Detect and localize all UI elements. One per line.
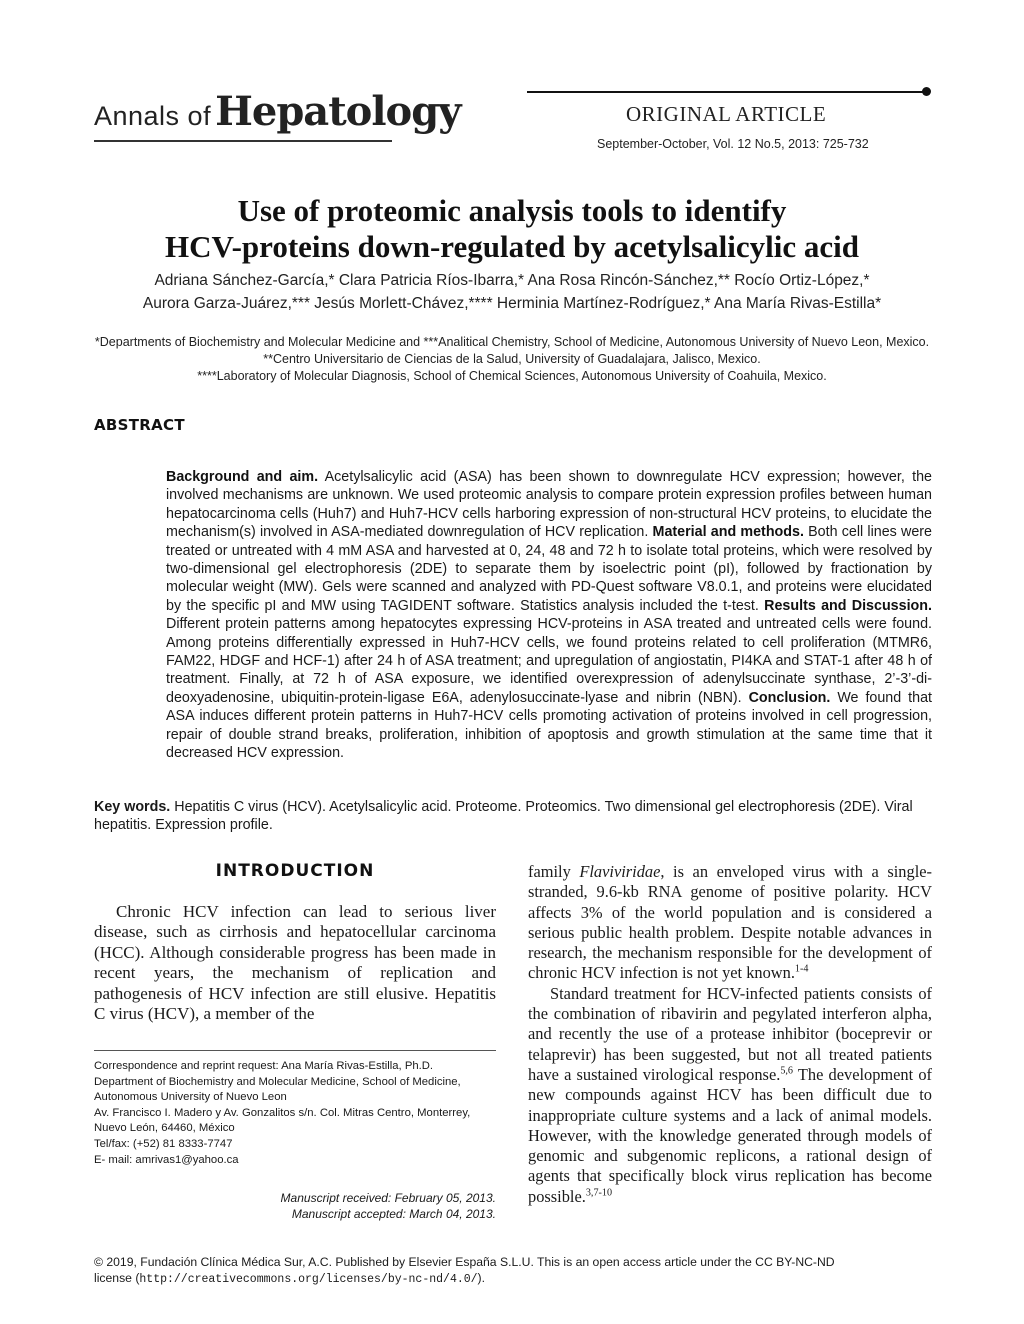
journal-name-annals: Annals of xyxy=(94,101,212,131)
author-line: Aurora Garza-Juárez,*** Jesús Morlett-Chávez,**** Herminia Martínez-Rodríguez,* Ana María Rivas-Estilla* xyxy=(142,295,882,312)
manuscript-accepted: Manuscript accepted: March 04, 2013. xyxy=(291,1207,496,1221)
license-line: © 2019, Fundación Clínica Médica Sur, A.C. Published by Elsevier España S.L.U. This is an open access article under the CC BY-NC-ND xyxy=(94,1255,835,1269)
affiliation-line: ****Laboratory of Molecular Diagnosis, School of Chemical Sciences, Autonomous University of Coahuila, Mexico. xyxy=(197,369,827,383)
abstract-text: Different protein patterns among hepatocytes expressing HCV-proteins in ASA treated and untreated cells were found. Among proteins differentially expressed in Huh7-HCV cells, we found proteins related to cell proliferation (MTMR6, FAM22, HDGF and HCF-1) after 24 h of ASA treatment; and upregulation of angiostatin, PI4KA and STAT-1 after 48 h of treatment. Finally, at 72 h of ASA exposure, we identified overexpression of adenylsuccinate synthase, 2’-3’-di-deoxyadenosine, ubiquitin-protein-ligase E6A, adenylosuccinate-lyase and nibrin (NBN). xyxy=(166,616,932,706)
correspondence-line: Av. Francisco I. Madero y Av. Gonzalitos s/n. Col. Mitras Centro, Monterrey, xyxy=(94,1106,471,1119)
abstract-heading: ABSTRACT xyxy=(94,416,185,434)
journal-name-hepatology: Hepatology xyxy=(215,88,461,135)
correspondence-line: Department of Biochemistry and Molecular Medicine, School of Medicine, xyxy=(94,1075,461,1088)
journal-logo xyxy=(94,88,460,135)
correspondence-line: Autonomous University of Nuevo Leon xyxy=(94,1091,287,1104)
article-title xyxy=(0,193,1024,265)
license-link[interactable]: http://creativecommons.org/licenses/by-nc-nd/4.0/ xyxy=(139,1273,478,1286)
correspondence-email: E- mail: amrivas1@yahoo.ca xyxy=(94,1153,239,1166)
abstract-text: Both cell lines were treated or untreated with 4 mM ASA and harvested at 0, 24, 48 and 72 h to isolate total proteins, which were resolved by two-dimensional gel electrophoresis (2DE) to separate them by isoelectric point (pI), followed by fractionation by molecular weight (MW). Gels were scanned and analyzed with PD-Quest software V8.0.1, and proteins were elucidated by the specific pI and MW using TAGIDENT software. Statistics analysis included the t-test. xyxy=(166,524,932,614)
abstract-section-label: Results and Discussion. xyxy=(764,597,932,614)
affiliations xyxy=(40,334,984,385)
author-list xyxy=(40,269,984,315)
introduction-paragraph xyxy=(528,862,932,984)
correspondence-line: Correspondence and reprint request: Ana María Rivas-Estilla, Ph.D. xyxy=(94,1060,434,1072)
affiliation-line: *Departments of Biochemistry and Molecular Medicine and ***Analitical Chemistry, School of Medicine, Autonomous University of Nuevo Leon, Mexico. xyxy=(94,335,930,349)
license-notice xyxy=(94,1254,932,1288)
abstract-text: Acetylsalicylic acid (ASA) has been shown to downregulate HCV expression; however, the involved mechanisms are unknown. We used proteomic analysis to compare protein expression profiles between human hepatocarcinoma cells (Huh7) and Huh7-HCV cells harboring expression of non-structural HCV proteins, to elucidate the mechanism(s) involved in ASA-mediated downregulation of HCV replication. xyxy=(166,469,932,541)
license-text: license ( xyxy=(94,1271,140,1285)
manuscript-dates xyxy=(94,1190,496,1222)
introduction-column-left xyxy=(94,902,496,1024)
taxon-name: Flaviviridae xyxy=(579,862,661,881)
issue-line: September-October, Vol. 12 No.5, 2013: 725-732 xyxy=(597,137,869,151)
header-rule xyxy=(527,91,925,93)
correspondence-block xyxy=(94,1059,496,1168)
article-type: ORIGINAL ARTICLE xyxy=(626,102,827,126)
introduction-heading: INTRODUCTION xyxy=(215,861,375,881)
author-line: Adriana Sánchez-García,* Clara Patricia Ríos-Ibarra,* Ana Rosa Rincón-Sánchez,** Rocío Ortiz-López,* xyxy=(154,272,870,289)
introduction-text: Standard treatment for HCV-infected patients consists of the combination of ribavirin and pegylated interferon alpha, and recently the use of a protease inhibitor (boceprevir or telaprevir) has been suggested, but not all treated patients have a sustained virological response. xyxy=(528,983,932,1084)
license-line xyxy=(94,1270,932,1288)
abstract-section-label: Conclusion. xyxy=(748,689,831,706)
introduction-text: The development of new compounds against HCV has been difficult due to inappropriate culture systems and a lack of animal models. However, with the knowledge generated through models of genomic and subgenomic replicons, a rational design of agents that specifically block virus replication has become possible. xyxy=(528,1064,932,1206)
correspondence-line: Tel/fax: (+52) 81 8333-7747 xyxy=(94,1137,233,1150)
reference-superscript: 1-4 xyxy=(794,964,809,976)
keywords-label: Key words. xyxy=(94,799,171,815)
logo-underline xyxy=(94,140,392,142)
abstract-section-label: Material and methods. xyxy=(652,524,804,541)
introduction-text: Chronic HCV infection can lead to serious liver disease, such as cirrhosis and hepatocellular carcinoma (HCC). Although considerable progress has been made in recent years, the mechanism of replication and pathogenesis of HCV infection are still elusive. Hepatitis C virus (HCV), a member of the xyxy=(94,902,496,1024)
introduction-paragraph xyxy=(528,984,932,1207)
introduction-column-right xyxy=(528,862,932,1207)
abstract-section-label: Background and aim. xyxy=(166,469,319,485)
title-line: Use of proteomic analysis tools to identify xyxy=(237,193,787,228)
correspondence-line: Nuevo León, 64460, México xyxy=(94,1122,235,1135)
keywords xyxy=(94,798,932,835)
introduction-text: family xyxy=(528,862,580,881)
affiliation-line: **Centro Universitario de Ciencias de la Salud, University of Guadalajara, Jalisco, Mexico. xyxy=(263,352,761,366)
header-rule-dot xyxy=(922,87,931,96)
introduction-text: , is an enveloped virus with a single-stranded, 9.6-kb RNA genome of positive polarity. HCV affects 3% of the world population and is considered a serious public health problem. Despite notable advances in research, the mechanism responsible for the development of chronic HCV infection is not yet known. xyxy=(528,862,932,983)
title-line: HCV-proteins down-regulated by acetylsalicylic acid xyxy=(164,229,860,264)
abstract-body xyxy=(166,468,932,763)
keywords-text: Hepatitis C virus (HCV). Acetylsalicylic acid. Proteome. Proteomics. Two dimensional gel electrophoresis (2DE). Viral hepatitis. Expression profile. xyxy=(94,799,913,834)
reference-superscript: 3,7-10 xyxy=(585,1187,613,1199)
reference-superscript: 5,6 xyxy=(780,1065,794,1077)
manuscript-received: Manuscript received: February 05, 2013. xyxy=(280,1191,496,1205)
correspondence-rule xyxy=(94,1050,496,1051)
abstract-text: We found that ASA induces different protein patterns in Huh7-HCV cells promoting activation of proteins involved in cell progression, repair of double strand breaks, proliferation, inhibition of apoptosis and growth stimulation at the same time that it decreased HCV expression. xyxy=(166,689,932,762)
license-text: ). xyxy=(477,1271,485,1285)
